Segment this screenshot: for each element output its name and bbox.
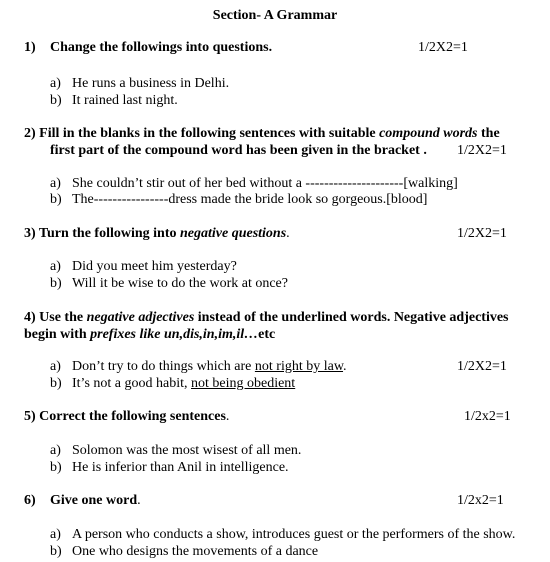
question-1-text: Change the followings into questions. [50, 40, 273, 55]
question-4-b-label: b) [50, 376, 62, 391]
question-5-b-label: b) [50, 460, 62, 475]
question-2-a-label: a) [50, 176, 61, 191]
question-1-a-label: a) [50, 76, 61, 91]
question-4-marks: 1/2X2=1 [457, 359, 507, 374]
question-6-b-label: b) [50, 544, 62, 559]
question-4-b-pre: It’s not a good habit, [72, 376, 191, 391]
question-3-b-text: Will it be wise to do the work at once? [72, 276, 288, 291]
question-2-marks: 1/2X2=1 [457, 143, 507, 158]
question-4-a-underlined: not right by law [254, 359, 344, 374]
question-4-line-1 [24, 310, 509, 326]
question-3-emphasis: negative questions [179, 226, 287, 241]
section-title: Section- A Grammar [212, 8, 338, 23]
question-5-marks: 1/2x2=1 [464, 409, 511, 424]
question-2-b-label: b) [50, 192, 62, 207]
question-1-number: 1) [24, 40, 36, 55]
question-2-b-text: The----------------dress made the bride look so gorgeous.[blood] [72, 192, 428, 207]
question-4-b-text [72, 376, 295, 392]
question-4-a-pre: Don’t try to do things which are [72, 359, 255, 374]
question-4-a-text [72, 359, 347, 375]
question-5-a-text: Solomon was the most wisest of all men. [72, 443, 302, 458]
question-4-line-1-post: instead of the underlined words. Negative adjectives [194, 310, 509, 325]
question-5-a-label: a) [50, 443, 61, 458]
question-3-b-label: b) [50, 276, 62, 291]
question-1-marks: 1/2X2=1 [418, 40, 468, 55]
question-1-b-label: b) [50, 93, 62, 108]
question-1-a-text: He runs a business in Delhi. [72, 76, 230, 91]
question-4-a-post: . [343, 359, 347, 374]
question-6-b-text: One who designs the movements of a dance [72, 544, 319, 559]
question-5-post: . [225, 409, 230, 424]
question-2-line-1-post: the [477, 126, 500, 141]
question-2-a-text: She couldn’t stir out of her bed without a ---------------------[walking] [72, 176, 458, 191]
question-2-line-1-pre: 2) Fill in the blanks in the following sentences with suitable [24, 126, 380, 141]
question-4-a-label: a) [50, 359, 61, 374]
question-1-b-text: It rained last night. [72, 93, 178, 108]
question-6-marks: 1/2x2=1 [457, 493, 504, 508]
question-2-line-2: first part of the compound word has been given in the bracket . [50, 143, 427, 158]
question-6-a-label: a) [50, 527, 61, 542]
question-6-text [50, 493, 141, 509]
question-3-post: . [286, 226, 290, 241]
question-2-emphasis: compound words [379, 126, 478, 141]
question-3-pre: 3) Turn the following into [24, 226, 180, 241]
question-6-main: Give one word [50, 493, 138, 508]
question-4-line-2 [24, 327, 275, 343]
question-4-line-2-pre: begin with [24, 327, 91, 342]
question-5-b-text: He is inferior than Anil in intelligence. [72, 460, 289, 475]
question-5-main: 5) Correct the following sentences [24, 409, 226, 424]
question-6-a-text: A person who conducts a show, introduces guest or the performers of the show. [72, 527, 516, 542]
question-4-b-underlined: not being obedient [191, 376, 296, 391]
question-3-marks: 1/2X2=1 [457, 226, 507, 241]
question-5-text [24, 409, 229, 425]
question-6-post: . [137, 493, 141, 508]
question-4-line-1-pre: 4) Use the [24, 310, 87, 325]
question-3-text [24, 226, 290, 242]
question-4-emphasis-1: negative adjectives [86, 310, 195, 325]
question-4-emphasis-2: prefixes like un,dis,in,im,il… [90, 327, 259, 342]
question-4-line-2-post: etc [258, 327, 276, 342]
question-6-number: 6) [24, 493, 36, 508]
question-3-a-label: a) [50, 259, 61, 274]
question-2-line-1 [24, 126, 500, 142]
question-3-a-text: Did you meet him yesterday? [72, 259, 237, 274]
